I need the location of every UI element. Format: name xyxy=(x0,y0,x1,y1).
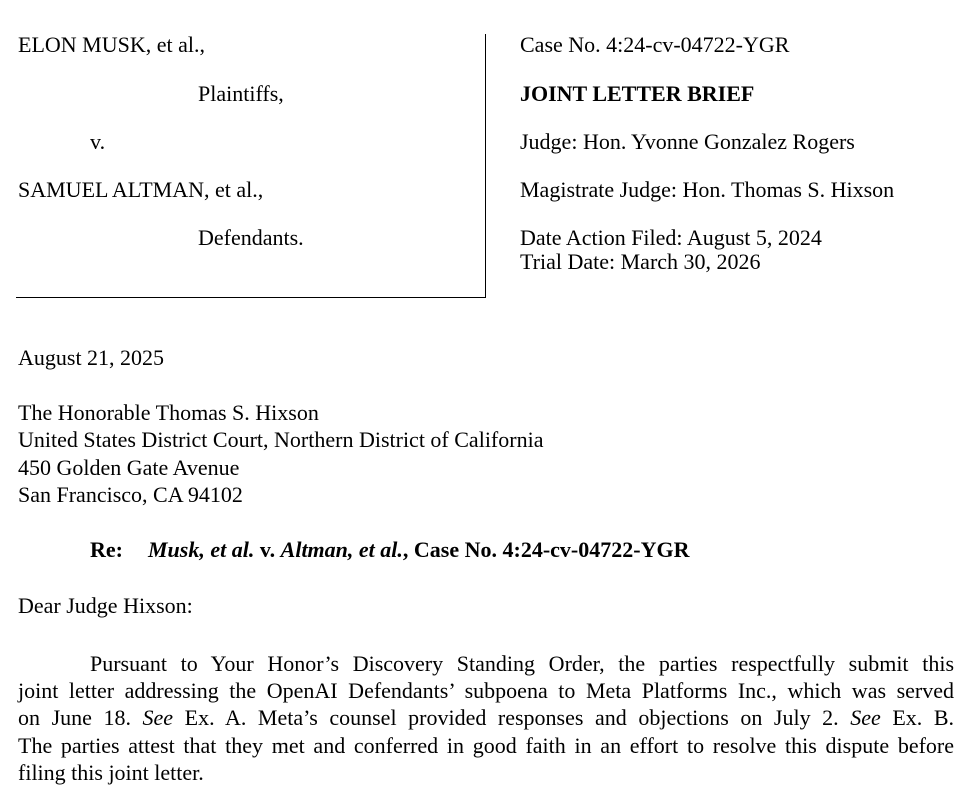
caption-horizontal-divider xyxy=(16,297,486,298)
document-title: JOINT LETTER BRIEF xyxy=(520,81,755,106)
caption-vertical-divider xyxy=(485,34,486,298)
re-party2: Altman, et al. xyxy=(280,537,403,562)
see-signal: See xyxy=(850,705,881,731)
body-text: Ex. A. Meta’s counsel provided responses and objections on July 2. xyxy=(184,705,839,731)
address-line: United States District Court, Northern District of California xyxy=(18,427,544,452)
versus: v. xyxy=(90,129,106,154)
trial-date: Trial Date: March 30, 2026 xyxy=(520,249,761,274)
re-subject xyxy=(148,538,689,562)
date-action-filed: Date Action Filed: August 5, 2024 xyxy=(520,225,822,250)
salutation: Dear Judge Hixson: xyxy=(18,593,193,618)
address-line: San Francisco, CA 94102 xyxy=(18,482,243,507)
re-case-number: , Case No. 4:24-cv-04722-YGR xyxy=(402,537,690,562)
plaintiff-role: Plaintiffs, xyxy=(198,81,284,106)
magistrate-judge: Magistrate Judge: Hon. Thomas S. Hixson xyxy=(520,177,895,202)
body-line xyxy=(18,704,954,731)
case-number: Case No. 4:24-cv-04722-YGR xyxy=(520,32,790,57)
body-text: on June 18. xyxy=(18,705,131,731)
letter-date: August 21, 2025 xyxy=(18,345,165,370)
body-line: The parties attest that they met and conferred in good faith in an effort to resolve this dispute before xyxy=(18,732,954,758)
address-line: 450 Golden Gate Avenue xyxy=(18,455,240,480)
body-line: filing this joint letter. xyxy=(18,759,204,785)
see-signal: See xyxy=(142,705,174,731)
plaintiff-name: ELON MUSK, et al., xyxy=(18,32,205,57)
body-text: Ex. B. xyxy=(892,705,955,731)
body-paragraph xyxy=(18,650,954,786)
defendant-role: Defendants. xyxy=(198,225,304,250)
re-label: Re: xyxy=(90,537,123,562)
body-line: joint letter addressing the OpenAI Defendants’ subpoena to Meta Platforms Inc., which was served xyxy=(18,678,954,704)
address-line: The Honorable Thomas S. Hixson xyxy=(18,400,319,425)
re-party1: Musk, et al. xyxy=(148,537,255,562)
body-line: Pursuant to Your Honor’s Discovery Standing Order, the parties respectfully submit this xyxy=(90,651,954,676)
judge: Judge: Hon. Yvonne Gonzalez Rogers xyxy=(520,129,855,154)
defendant-name: SAMUEL ALTMAN, et al., xyxy=(18,177,264,202)
re-versus: v. xyxy=(254,537,281,562)
